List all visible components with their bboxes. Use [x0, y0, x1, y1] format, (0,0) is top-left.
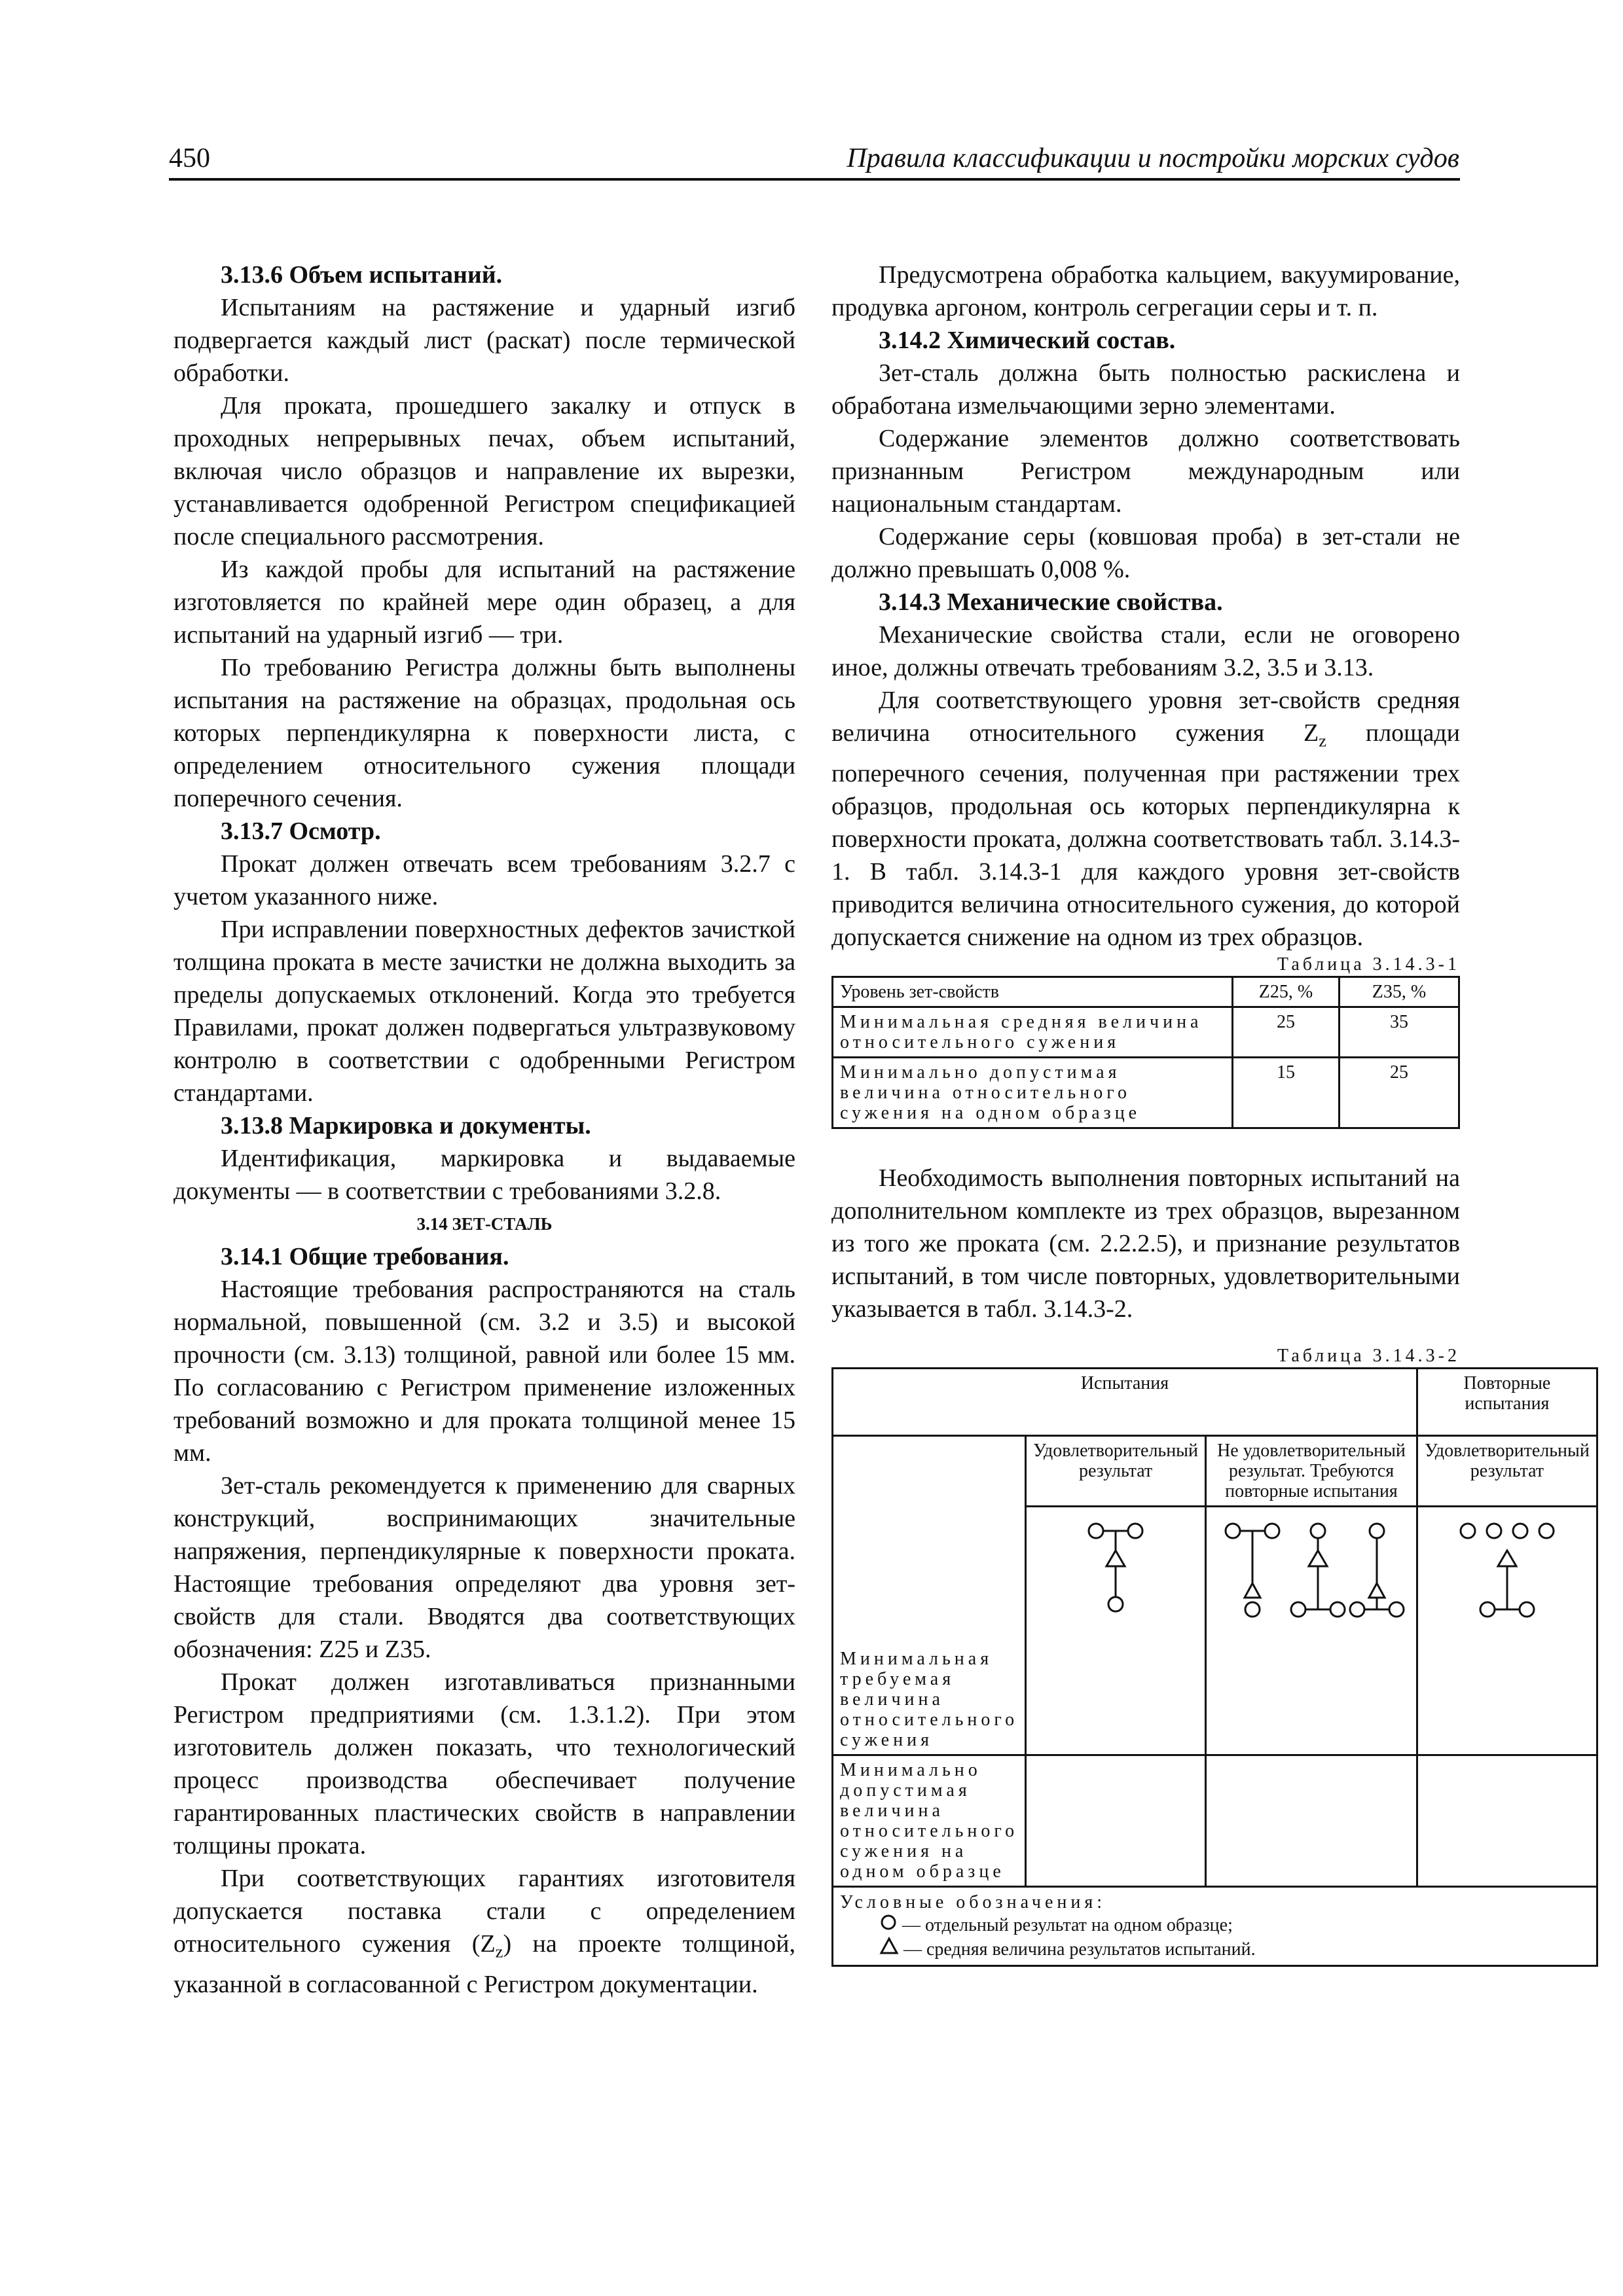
- paragraph: Идентификация, маркировка и выдаваемые документы — в соответствии с требованиями 3.2.8.: [173, 1145, 795, 1205]
- table-cell: 15: [1233, 1057, 1340, 1128]
- paragraph: Содержание серы (ковшовая проба) в зет-стали не должно превышать 0,008 %.: [831, 523, 1460, 583]
- table-header: Уровень зет-свойств: [833, 977, 1233, 1007]
- paragraph: По требованию Регистра должны быть выполнены испытания на растяжение на образцах, продольная ось которых перпендикулярна к поверхности листа, с определением относительного сужения площади поперечного сечения.: [173, 654, 795, 812]
- paragraph: Необходимость выполнения повторных испытаний на дополнительном комплекте из трех образцов, вырезанном из того же проката (см. 2.2.2.5), и признание результатов испытаний, в том числе повторных, удовлетворительными указывается в табл. 3.14.3-2.: [831, 1164, 1460, 1323]
- paragraph: При соответствующих гарантиях изготовителя допускается поставка стали с определением относительного сужения $(Z_z)$ на проекте толщиной, указанной в согласованной с Регистром документации.: [173, 1865, 795, 1998]
- paragraph: Из каждой пробы для испытаний на растяжение изготовляется по крайней мере один образец, а для испытаний на ударный изгиб — три.: [173, 556, 795, 649]
- table-cell: Минимально допустимая величина относительного сужения на одном образце: [833, 1755, 1026, 1886]
- table-row: [833, 1057, 1459, 1128]
- heading-3-13-8: 3.13.8 Маркировка и документы.: [221, 1112, 591, 1139]
- table-cell: 25: [1340, 1057, 1459, 1128]
- table-header: Не удовлетворительный результат. Требуются повторные испытания: [1205, 1435, 1417, 1506]
- triangle-icon: [879, 1937, 899, 1955]
- table-header: Z25, %: [1233, 977, 1340, 1007]
- table-3-14-3-1: [831, 976, 1460, 1129]
- result-schema-icon: [1076, 1511, 1155, 1642]
- paragraph: Настоящие требования распространяются на сталь нормальной, повышенной (см. 3.2 и 3.5) и высокой прочности (см. 3.13) толщиной, равной или более 15 мм. По согласованию с Регистром применение изложенных требований возможно и для проката толщиной менее 15 мм.: [173, 1276, 795, 1467]
- section-title: 3.14 ЗЕТ-СТАЛЬ: [416, 1214, 553, 1234]
- legend-text: — отдельный результат на одном образце;: [902, 1914, 1233, 1935]
- page-number: 450: [169, 143, 210, 173]
- table-cell: [1026, 1755, 1206, 1886]
- paragraph: Прокат должен отвечать всем требованиям 3.2.7 с учетом указанного ниже.: [173, 850, 795, 910]
- table-3-14-3-2: [831, 1367, 1598, 1967]
- heading-3-14-1: 3.14.1 Общие требования.: [221, 1243, 509, 1270]
- table-legend: [833, 1886, 1597, 1965]
- diagram-satisfactory: [1026, 1506, 1206, 1755]
- paragraph: Предусмотрена обработка кальцием, вакуумирование, продувка аргоном, контроль сегрегации серы и т. п.: [831, 261, 1460, 321]
- table-cell: 35: [1340, 1007, 1459, 1057]
- table-header: Удовлетворительный результат: [1417, 1435, 1597, 1506]
- result-schema-icon: [1455, 1511, 1559, 1642]
- paragraph: Для соответствующего уровня зет-свойств средняя величина относительного сужения $Z_z$ площади поперечного сечения, полученная при растяжении трех образцов, продольная ось которых перпендикулярна к поверхности проката, должна соответствовать табл. 3.14.3-1. В табл. 3.14.3-1 для каждого уровня зет-свойств приводится величина относительного сужения, до которой допускается снижение на одном из трех образцов.: [831, 687, 1460, 951]
- table-cell: [1205, 1755, 1417, 1886]
- diagram-retest-satisfactory: [1417, 1506, 1597, 1755]
- left-column: [173, 259, 795, 2001]
- heading-3-14-2: 3.14.2 Химический состав.: [879, 327, 1176, 354]
- paragraph: При исправлении поверхностных дефектов зачисткой толщина проката в месте зачистки не должна выходить за пределы допускаемых отклонений. Когда это требуется Правилами, прокат должен подвергаться ультразвуковому контролю в соответствии с одобренными Регистром стандартами.: [173, 916, 795, 1107]
- paragraph: Испытаниям на растяжение и ударный изгиб подвергается каждый лист (раскат) после термической обработки.: [173, 294, 795, 387]
- legend-title: Условные обозначения:: [840, 1892, 1106, 1912]
- legend-item: [840, 1937, 1590, 1961]
- legend-item: [840, 1914, 1590, 1937]
- right-column: [831, 259, 1590, 1967]
- table-header: Повторные испытания: [1417, 1368, 1597, 1435]
- paragraph: Зет-сталь должна быть полностью раскислена и обработана измельчающими зерно элементами.: [831, 359, 1460, 420]
- table-cell: Минимальная средняя величина относительного сужения: [833, 1007, 1233, 1057]
- paragraph: Для проката, прошедшего закалку и отпуск в проходных непрерывных печах, объем испытаний, включая число образцов и направление их вырезки, устанавливается одобренной Регистром спецификацией после специального рассмотрения.: [173, 392, 795, 550]
- diagram-unsatisfactory: [1205, 1506, 1417, 1755]
- running-title: Правила классификации и постройки морских судов: [847, 143, 1459, 173]
- table-caption: Таблица 3.14.3-2: [1277, 1345, 1460, 1366]
- paragraph: Прокат должен изготавливаться признанными Регистром предприятиями (см. 1.3.1.2). При этом изготовитель должен показать, что технологический процесс производства обеспечивает получение гарантированных пластических свойств в направлении толщины проката.: [173, 1668, 795, 1859]
- table-header: Испытания: [833, 1368, 1417, 1435]
- table-cell: 25: [1233, 1007, 1340, 1057]
- table-header: Удовлетворительный результат: [1026, 1435, 1206, 1506]
- circle-icon: [879, 1914, 898, 1931]
- legend-text: — средняя величина результатов испытаний.: [903, 1939, 1256, 1960]
- header-rule: [169, 178, 1460, 181]
- heading-3-13-7: 3.13.7 Осмотр.: [221, 817, 381, 845]
- table-cell: Минимально допустимая величина относительного сужения на одном образце: [833, 1057, 1233, 1128]
- result-schema-icon: [1213, 1511, 1410, 1642]
- paragraph: Механические свойства стали, если не оговорено иное, должны отвечать требованиям 3.2, 3.5 и 3.13.: [831, 621, 1460, 681]
- paragraph: Зет-сталь рекомендуется к применению для сварных конструкций, воспринимающих значительные напряжения, перпендикулярные к поверхности проката. Настоящие требования определяют два уровня зет-свойств для стали. Вводятся два соответствующих обозначения: Z25 и Z35.: [173, 1472, 795, 1663]
- table-cell: [1417, 1755, 1597, 1886]
- table-header: Z35, %: [1340, 977, 1459, 1007]
- paragraph: Содержание элементов должно соответствовать признанным Регистром международным или национальным стандартам.: [831, 425, 1460, 518]
- heading-3-13-6: 3.13.6 Объем испытаний.: [221, 261, 503, 289]
- table-cell: Минимальная требуемая величина относительного сужения: [833, 1435, 1026, 1755]
- table-row: [833, 1007, 1459, 1057]
- table-caption: Таблица 3.14.3-1: [1277, 954, 1460, 975]
- heading-3-14-3: 3.14.3 Механические свойства.: [879, 588, 1223, 616]
